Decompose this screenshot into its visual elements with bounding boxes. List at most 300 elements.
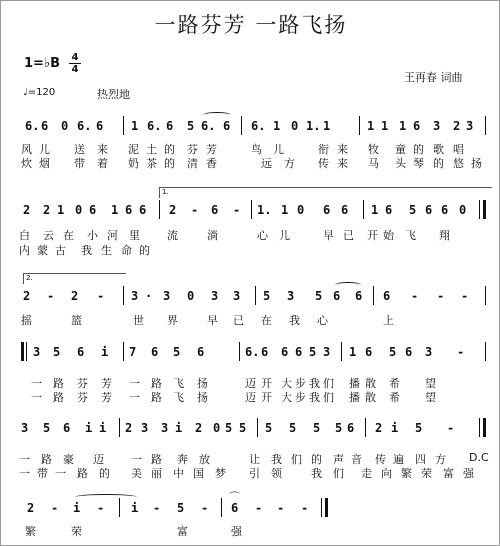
note: 1 bbox=[349, 345, 357, 359]
note: 1 bbox=[399, 119, 407, 133]
note: - bbox=[411, 289, 419, 303]
lyric: 上 bbox=[383, 314, 394, 327]
note: 3 bbox=[287, 289, 295, 303]
lyric: 芳 bbox=[101, 391, 112, 404]
lyric: 清 bbox=[187, 157, 198, 170]
barline bbox=[119, 418, 120, 437]
lyric: 一 bbox=[31, 377, 42, 390]
volta-2-bracket: 2. bbox=[23, 273, 126, 284]
lyric: 播 bbox=[349, 391, 360, 404]
barline bbox=[373, 286, 374, 305]
expression-marking: 热烈地 bbox=[97, 88, 130, 101]
lyric: 扬 bbox=[197, 391, 208, 404]
lyric: 炊 bbox=[21, 157, 32, 170]
note: - bbox=[461, 289, 469, 303]
lyrics-line-3 bbox=[1, 312, 500, 326]
barline bbox=[485, 116, 486, 135]
barline bbox=[239, 342, 240, 361]
note: - bbox=[301, 501, 309, 515]
note: 0 bbox=[187, 289, 195, 303]
note: 6 bbox=[281, 345, 289, 359]
note: i bbox=[101, 345, 109, 359]
lyric: 篮 bbox=[71, 314, 82, 327]
lyric: 散 bbox=[365, 391, 376, 404]
note: 6 bbox=[89, 203, 97, 217]
lyric: 飞 bbox=[173, 391, 184, 404]
note: - bbox=[153, 501, 161, 515]
lyric: 迈 bbox=[245, 377, 256, 390]
note: 6 bbox=[365, 345, 373, 359]
note: 2 bbox=[27, 501, 35, 515]
note: 6. bbox=[25, 119, 40, 133]
lyric: 引 bbox=[249, 467, 260, 480]
lyrics-line-5-verse-1 bbox=[1, 451, 500, 465]
lyric: 迈 bbox=[245, 391, 256, 404]
note: 6 bbox=[383, 289, 391, 303]
lyric: 已 bbox=[233, 314, 244, 327]
lyric: 翔 bbox=[439, 229, 450, 242]
lyric: 的 bbox=[164, 143, 175, 156]
note: 6 bbox=[341, 203, 349, 217]
note: 6 bbox=[413, 119, 421, 133]
slur bbox=[335, 282, 361, 288]
slur bbox=[203, 112, 231, 118]
lyric: 流 bbox=[167, 229, 178, 242]
lyric: 望 bbox=[425, 391, 436, 404]
barline bbox=[359, 116, 360, 135]
lyric: 马 bbox=[368, 157, 379, 170]
note: 0 bbox=[297, 203, 305, 217]
note: 2 bbox=[23, 289, 31, 303]
composer-credit: 王再春 词曲 bbox=[404, 71, 463, 84]
barline bbox=[119, 498, 120, 517]
lyric: 望 bbox=[425, 377, 436, 390]
meter-denominator: 4 bbox=[69, 63, 81, 75]
lyric: 方 bbox=[284, 157, 295, 170]
final-barline bbox=[483, 418, 486, 437]
lyric: 童 bbox=[395, 143, 406, 156]
lyric: 豪 bbox=[63, 453, 74, 466]
lyric: 唱 bbox=[453, 143, 464, 156]
note: 6 bbox=[41, 119, 49, 133]
note: 6. bbox=[245, 345, 260, 359]
lyric: 走 bbox=[361, 467, 372, 480]
note: 6 bbox=[347, 421, 355, 435]
lyric: 中 bbox=[173, 467, 184, 480]
note: 6. bbox=[201, 119, 216, 133]
notation-line-2 bbox=[1, 203, 500, 221]
note: - bbox=[233, 203, 241, 217]
note: 0 bbox=[213, 421, 221, 435]
note: - bbox=[277, 501, 285, 515]
lyric: 梦 bbox=[215, 467, 226, 480]
lyrics-line-4-verse-2 bbox=[1, 389, 500, 403]
lyric: 我 bbox=[289, 314, 300, 327]
note: 1 bbox=[57, 203, 65, 217]
note: 1 bbox=[371, 203, 379, 217]
note: 2 bbox=[195, 421, 203, 435]
tie bbox=[75, 494, 137, 500]
note: 5 bbox=[313, 421, 321, 435]
notation-line-6 bbox=[1, 491, 500, 519]
note: 5 bbox=[177, 501, 185, 515]
note: 6 bbox=[197, 345, 205, 359]
lyric: 小 bbox=[87, 229, 98, 242]
note: 6 bbox=[261, 345, 269, 359]
note: 5 bbox=[335, 421, 343, 435]
lyric: 河 bbox=[107, 229, 118, 242]
note: 3 bbox=[433, 119, 441, 133]
note: 6 bbox=[211, 203, 219, 217]
lyric: 声 bbox=[333, 453, 344, 466]
lyric: 我 bbox=[271, 453, 282, 466]
lyric: 飞 bbox=[405, 229, 416, 242]
lyric: 扬 bbox=[471, 157, 482, 170]
lyric: 传 bbox=[318, 157, 329, 170]
lyric: 牧 bbox=[368, 143, 379, 156]
note: - bbox=[97, 501, 105, 515]
lyric: 早 bbox=[323, 229, 334, 242]
lyric: 传 bbox=[375, 453, 386, 466]
note: 5 bbox=[43, 421, 51, 435]
lyric: 摇 bbox=[21, 314, 32, 327]
lyric: 香 bbox=[206, 157, 217, 170]
barline bbox=[123, 116, 124, 135]
lyric: 命 bbox=[121, 244, 132, 257]
lyric: 白 bbox=[19, 229, 30, 242]
lyric: 一 bbox=[31, 391, 42, 404]
lyric: 强 bbox=[463, 467, 474, 480]
note: 2 bbox=[43, 203, 51, 217]
note: 5 bbox=[309, 345, 317, 359]
repeat-start-barline bbox=[21, 342, 24, 361]
note: · bbox=[145, 289, 153, 303]
note: 5 bbox=[409, 203, 417, 217]
note: i bbox=[391, 421, 399, 435]
note: 3 bbox=[141, 421, 149, 435]
lyric: 大 bbox=[281, 391, 292, 404]
note: - bbox=[191, 203, 199, 217]
lyric: 古 bbox=[55, 244, 66, 257]
note: 5 bbox=[263, 289, 271, 303]
note: - bbox=[447, 421, 455, 435]
lyric: 蒙 bbox=[37, 244, 48, 257]
lyric: 的 bbox=[164, 157, 175, 170]
lyric: 荣 bbox=[421, 467, 432, 480]
volta-1-bracket: 1. bbox=[159, 187, 492, 198]
note: i bbox=[73, 501, 81, 515]
lyric: 路 bbox=[77, 467, 88, 480]
lyric: 遍 bbox=[393, 453, 404, 466]
barline bbox=[479, 200, 480, 219]
notation-line-3 bbox=[1, 289, 500, 307]
lyric: 来 bbox=[337, 157, 348, 170]
note: 3 bbox=[323, 345, 331, 359]
note: 5 bbox=[173, 345, 181, 359]
note: 6 bbox=[63, 421, 71, 435]
lyric: 一 bbox=[129, 391, 140, 404]
repeat-end-barline bbox=[483, 200, 486, 219]
final-barline bbox=[325, 498, 328, 517]
note: 3 bbox=[425, 345, 433, 359]
lyric: 开 bbox=[261, 391, 272, 404]
note: 6 bbox=[355, 289, 363, 303]
lyric: 我 bbox=[81, 244, 92, 257]
lyric: 播 bbox=[349, 377, 360, 390]
lyric: 大 bbox=[281, 377, 292, 390]
lyric: 心 bbox=[317, 314, 328, 327]
lyric: 繁 bbox=[25, 525, 36, 538]
lyric: 在 bbox=[63, 229, 74, 242]
lyric: 步 bbox=[295, 377, 306, 390]
lyric: 儿 bbox=[39, 143, 50, 156]
lyric: 一 bbox=[129, 377, 140, 390]
note: 3 bbox=[466, 119, 474, 133]
lyric: 衔 bbox=[318, 143, 329, 156]
barline bbox=[363, 200, 364, 219]
note: 6 bbox=[151, 345, 159, 359]
barline bbox=[479, 418, 480, 437]
lyric: 悠 bbox=[453, 157, 464, 170]
lyric: 荣 bbox=[71, 525, 82, 538]
lyric: 一 bbox=[131, 453, 142, 466]
lyric: 希 bbox=[389, 377, 400, 390]
lyric: 一 bbox=[19, 467, 30, 480]
lyric: 繁 bbox=[401, 467, 412, 480]
note: 1. bbox=[257, 203, 272, 217]
lyric: 远 bbox=[261, 157, 272, 170]
lyric: 的 bbox=[99, 467, 110, 480]
lyric: 界 bbox=[167, 314, 178, 327]
note: 2 bbox=[375, 421, 383, 435]
lyric: 芳 bbox=[101, 377, 112, 390]
lyric: 富 bbox=[177, 525, 188, 538]
notation-line-5 bbox=[1, 421, 500, 439]
note: 1 bbox=[281, 203, 289, 217]
note: 5 bbox=[187, 119, 195, 133]
note: 1 bbox=[323, 119, 331, 133]
note: 3 bbox=[161, 421, 169, 435]
lyrics-line-1-verse-2 bbox=[1, 155, 500, 169]
tempo-marking: ♩=120 bbox=[23, 87, 56, 98]
lyric: 世 bbox=[133, 314, 144, 327]
lyric: 希 bbox=[389, 391, 400, 404]
note: 2 bbox=[23, 203, 31, 217]
notation-line-1 bbox=[1, 119, 500, 137]
lyric: 来 bbox=[337, 143, 348, 156]
lyric: 散 bbox=[365, 377, 376, 390]
lyric: 步 bbox=[295, 391, 306, 404]
note: 6 bbox=[77, 345, 85, 359]
note: i bbox=[99, 421, 107, 435]
note: 6 bbox=[333, 289, 341, 303]
note: 6. bbox=[77, 119, 92, 133]
note: 6 bbox=[223, 119, 231, 133]
note: 1 bbox=[367, 119, 375, 133]
barline bbox=[251, 200, 252, 219]
lyric: 带 bbox=[37, 467, 48, 480]
barline bbox=[123, 342, 124, 361]
note: 2 bbox=[453, 119, 461, 133]
note: - bbox=[97, 289, 105, 303]
note: - bbox=[47, 289, 55, 303]
lyric: 鸟 bbox=[251, 143, 262, 156]
lyric: 歌 bbox=[433, 143, 444, 156]
lyric: 着 bbox=[97, 157, 108, 170]
lyric: 向 bbox=[381, 467, 392, 480]
lyrics-line-2-verse-1 bbox=[1, 227, 500, 241]
lyric: 一 bbox=[19, 453, 30, 466]
note: 6. bbox=[251, 119, 266, 133]
note: 6. bbox=[147, 119, 162, 133]
lyric: 国 bbox=[193, 467, 204, 480]
note: 6 bbox=[125, 203, 133, 217]
lyric: 路 bbox=[53, 391, 64, 404]
lyric: 富 bbox=[443, 467, 454, 480]
lyric: 的 bbox=[413, 143, 424, 156]
note: 3 bbox=[211, 289, 219, 303]
lyric: 里 bbox=[129, 229, 140, 242]
song-title: 一路芬芳 一路飞扬 bbox=[154, 13, 348, 37]
lyric: 淌 bbox=[207, 229, 218, 242]
lyric: 生 bbox=[101, 244, 112, 257]
note: 0 bbox=[61, 119, 69, 133]
lyric: 四 bbox=[415, 453, 426, 466]
lyric: 开 bbox=[261, 377, 272, 390]
barline bbox=[241, 116, 242, 135]
barline bbox=[257, 418, 258, 437]
lyric: 风 bbox=[21, 143, 32, 156]
note: 1 bbox=[273, 119, 281, 133]
lyric: 我 bbox=[309, 377, 320, 390]
barline bbox=[123, 286, 124, 305]
barline bbox=[485, 342, 486, 361]
note: 6 bbox=[441, 203, 449, 217]
lyric: 迈 bbox=[93, 453, 104, 466]
lyric: 芬 bbox=[77, 377, 88, 390]
note: 5 bbox=[239, 421, 247, 435]
note: 2 bbox=[169, 203, 177, 217]
lyric: 心 bbox=[257, 229, 268, 242]
note: 5 bbox=[289, 421, 297, 435]
meter-numerator: 4 bbox=[71, 52, 79, 63]
barline bbox=[485, 286, 486, 305]
lyric: 云 bbox=[43, 229, 54, 242]
lyric: 我 bbox=[311, 467, 322, 480]
note: - bbox=[457, 345, 465, 359]
lyric: 扬 bbox=[197, 377, 208, 390]
lyric: 们 bbox=[323, 377, 334, 390]
note: 5 bbox=[225, 421, 233, 435]
lyric: 一 bbox=[55, 467, 66, 480]
note: 5 bbox=[265, 421, 273, 435]
lyric: 丽 bbox=[151, 467, 162, 480]
lyric: 路 bbox=[151, 377, 162, 390]
lyric: 路 bbox=[53, 377, 64, 390]
barline bbox=[26, 342, 27, 361]
note: 3 bbox=[33, 345, 41, 359]
barline bbox=[221, 498, 222, 517]
lyric: 始 bbox=[383, 229, 394, 242]
barline bbox=[341, 342, 342, 361]
lyric: 领 bbox=[271, 467, 282, 480]
lyric: 早 bbox=[207, 314, 218, 327]
lyric: 方 bbox=[435, 453, 446, 466]
lyric: 们 bbox=[323, 391, 334, 404]
lyric: 茶 bbox=[146, 157, 157, 170]
lyric: 的 bbox=[139, 244, 150, 257]
lyric: 开 bbox=[367, 229, 378, 242]
note: 0 bbox=[459, 203, 467, 217]
lyrics-line-5-verse-2 bbox=[1, 465, 500, 479]
lyrics-line-1-verse-1 bbox=[1, 141, 500, 155]
note: 6 bbox=[96, 119, 104, 133]
lyric: 路 bbox=[151, 391, 162, 404]
time-signature bbox=[69, 52, 81, 75]
lyric: 的 bbox=[311, 453, 322, 466]
lyrics-line-2-verse-2 bbox=[1, 242, 500, 256]
note: 6 bbox=[139, 203, 147, 217]
note: 6 bbox=[323, 203, 331, 217]
lyric: 路 bbox=[41, 453, 52, 466]
barline bbox=[321, 498, 322, 517]
lyric: 芳 bbox=[206, 143, 217, 156]
note: 7 bbox=[129, 345, 137, 359]
note: - bbox=[201, 501, 209, 515]
note: 1 bbox=[111, 203, 119, 217]
da-capo-marking: D.C bbox=[469, 451, 489, 464]
lyric: 芬 bbox=[77, 391, 88, 404]
note: i bbox=[131, 501, 139, 515]
lyric: 在 bbox=[261, 314, 272, 327]
note: 5 bbox=[415, 421, 423, 435]
note: 6 bbox=[166, 119, 174, 133]
note: 3 bbox=[163, 289, 171, 303]
note: 6 bbox=[231, 501, 239, 515]
lyric: 们 bbox=[333, 467, 344, 480]
note: - bbox=[51, 501, 59, 515]
lyrics-line-6 bbox=[1, 523, 500, 537]
lyric: 奔 bbox=[177, 453, 188, 466]
lyric: 烟 bbox=[39, 157, 50, 170]
note: 6 bbox=[425, 203, 433, 217]
lyric: 放 bbox=[199, 453, 210, 466]
barline bbox=[159, 200, 160, 219]
lyric: 头 bbox=[395, 157, 406, 170]
lyric: 来 bbox=[97, 143, 108, 156]
note: 2 bbox=[125, 421, 133, 435]
lyric: 儿 bbox=[273, 143, 284, 156]
note: 0 bbox=[291, 119, 299, 133]
note: 1 bbox=[131, 119, 139, 133]
note: 6 bbox=[295, 345, 303, 359]
note: 5 bbox=[315, 289, 323, 303]
note: 2 bbox=[71, 289, 79, 303]
lyric: 奶 bbox=[128, 157, 139, 170]
lyric: 芬 bbox=[187, 143, 198, 156]
note: 1 bbox=[381, 119, 389, 133]
lyric: 强 bbox=[231, 525, 242, 538]
lyric: 琴 bbox=[413, 157, 424, 170]
fermata-icon: ⌒ bbox=[229, 491, 240, 504]
note: 6 bbox=[385, 203, 393, 217]
note: i bbox=[175, 421, 183, 435]
barline bbox=[365, 418, 366, 437]
note: 1. bbox=[306, 119, 321, 133]
key-signature: 1=♭B bbox=[24, 56, 60, 71]
lyric: 已 bbox=[343, 229, 354, 242]
lyric: 带 bbox=[74, 157, 85, 170]
